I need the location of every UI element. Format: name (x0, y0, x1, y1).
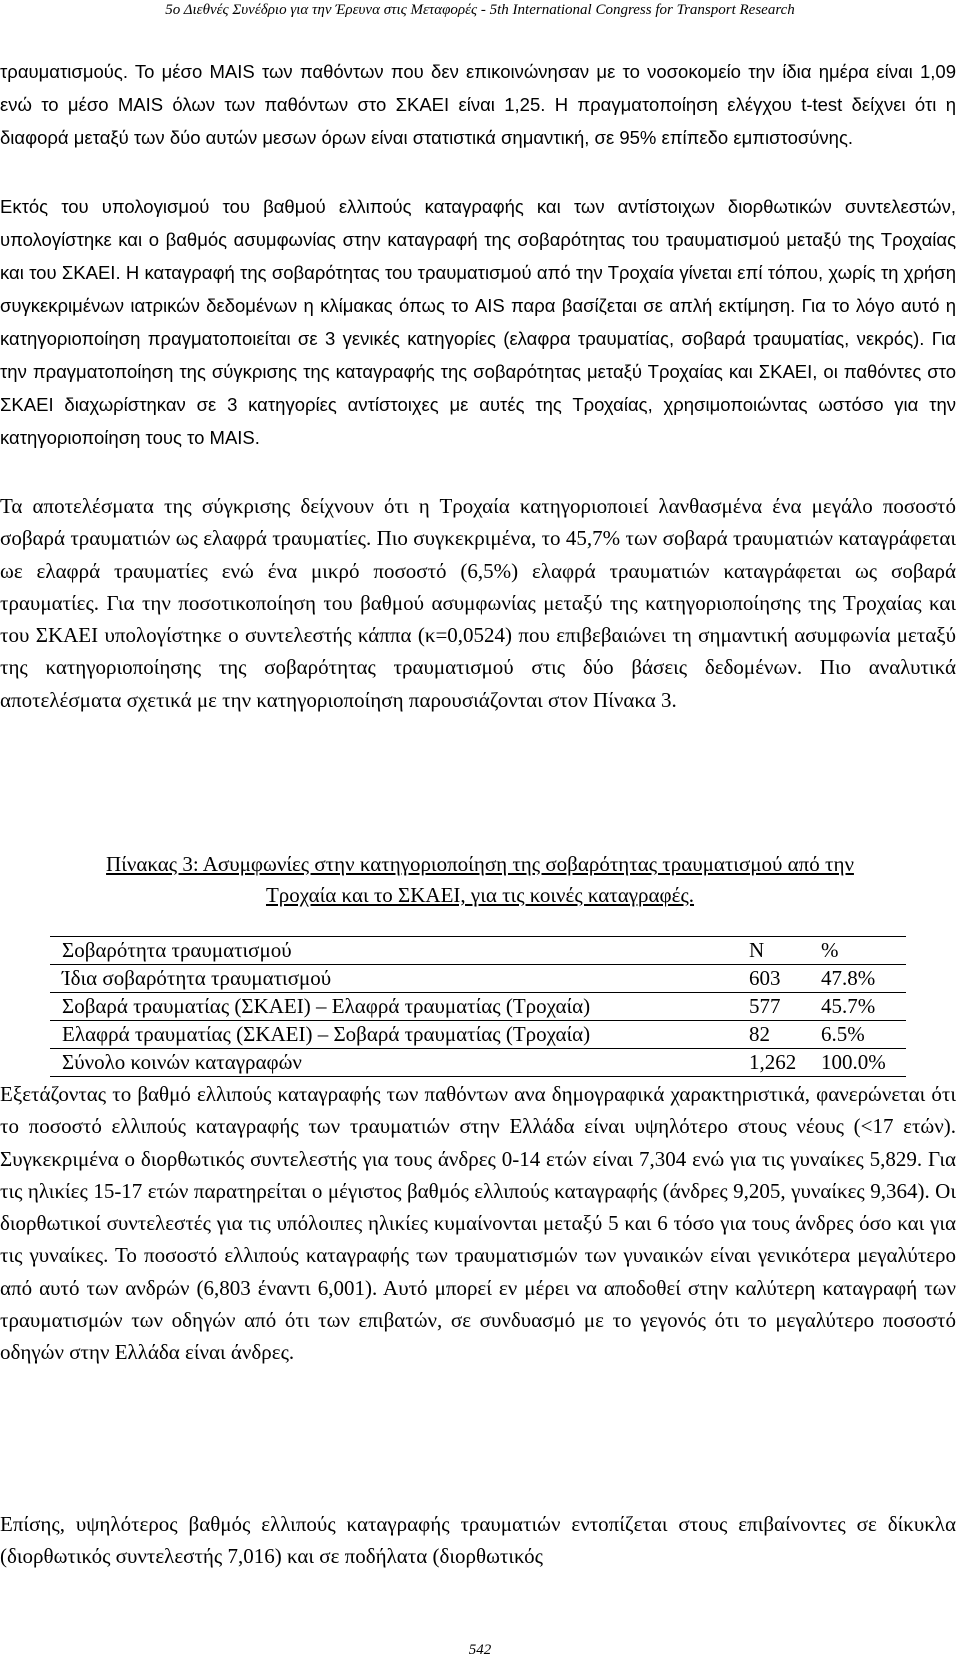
paragraph-mais-ttest: τραυματισμούς. Το μέσο MAIS των παθόντων που δεν επικοινώνησαν με το νοσοκομείο την ίδια ημέρα είναι 1,09 ενώ το μέσο MAIS όλων των παθόντων στο ΣΚΑΕΙ είναι 1,25. Η πραγματοποίηση ελέγχου t-test δείχνει ότι η διαφορά μεταξύ των δύο αυτών μεσων όρων είναι στατιστικά σημαντική, σε 95% επίπεδο εμπιστοσύνης. (0, 61, 956, 148)
row-count: 577 (741, 993, 813, 1021)
total-percent: 100.0% (813, 1049, 906, 1077)
row-percent: 45.7% (813, 993, 906, 1021)
row-label: Ελαφρά τραυματίας (ΣΚΑΕΙ) – Σοβαρά τραυματίας (Τροχαία) (50, 1021, 741, 1049)
row-count: 603 (741, 965, 813, 993)
table-caption-line-1: Πίνακας 3: Ασυμφωνίες στην κατηγοριοποίηση της σοβαρότητας τραυματισμού από την (106, 852, 854, 876)
table-caption-line-2: Τροχαία και το ΣΚΑΕΙ, για τις κοινές καταγραφές. (265, 883, 695, 907)
paragraph-two-wheelers: Επίσης, υψηλότερος βαθμός ελλιπούς καταγραφής τραυματιών εντοπίζεται στους επιβαίνοντες σε δίκυκλα (διορθωτικός συντελεστής 7,016) και σε ποδήλατα (διορθωτικός (0, 1512, 956, 1569)
row-label: Σοβαρά τραυματίας (ΣΚΑΕΙ) – Ελαφρά τραυματίας (Τροχαία) (50, 993, 741, 1021)
row-percent: 47.8% (813, 965, 906, 993)
table-total-row (50, 1049, 906, 1077)
running-header: 5ο Διεθνές Συνέδριο για την Έρευνα στις Μεταφορές - 5th International Congress for Transport Research (165, 2, 795, 18)
header-n: N (741, 937, 813, 965)
page-number: 542 (468, 1642, 492, 1658)
paragraph-demographics: Εξετάζοντας το βαθμό ελλιπούς καταγραφής των παθόντων ανα δημογραφικά χαρακτηριστικά, φανερώνεται ότι το ποσοστό ελλιπούς καταγραφής των τραυματιών στην Ελλάδα είναι υψηλότερο στους νέους (<17 ετών). Συγκεκριμένα ο διορθωτικός συντελεστής για τους άνδρες 0-14 ετών είναι 7,304 ενώ για τις γυναίκες 5,829. Για τις ηλικίες 15-17 ετών παρατηρείται ο μέγιστος βαθμός ελλιπούς καταγραφής (άνδρες 9,205, γυναίκες 9,364). Οι διορθωτικοί συντελεστές για τις υπόλοιπες ηλικίες κυμαίνονται μεταξύ 5 και 6 τόσο για τους άνδρες όσο και για τις γυναίκες. Το ποσοστό ελλιπούς καταγραφής των τραυματισμών των γυναικών είναι γενικότερα μεγαλύτερο από αυτό των ανδρών (6,803 έναντι 6,001). Αυτό μπορεί εν μέρει να αποδοθεί στην καλύτερη καταγραφή των τραυματισμών των οδηγών από ότι των επιβατών, σε συνδυασμό με το γεγονός ότι το μεγαλύτερο ποσοστό οδηγών στην Ελλάδα είναι άνδρες. (0, 1082, 956, 1365)
table-row (50, 993, 906, 1021)
header-percent: % (813, 937, 906, 965)
row-percent: 6.5% (813, 1021, 906, 1049)
table-caption (0, 849, 960, 911)
severity-disagreement-table (50, 936, 906, 1077)
header-severity: Σοβαρότητα τραυματισμού (50, 937, 741, 965)
row-label: Ίδια σοβαρότητα τραυματισμού (50, 965, 741, 993)
total-label: Σύνολο κοινών καταγραφών (50, 1049, 741, 1077)
paragraph-disagreement-method: Εκτός του υπολογισμού του βαθμού ελλιπούς καταγραφής και των αντίστοιχων διορθωτικών συντελεστών, υπολογίστηκε και ο βαθμός ασυμφωνίας στην καταγραφή της σοβαρότητας του τραυματισμού μεταξύ της Τροχαίας και του ΣΚΑΕΙ. Η καταγραφή της σοβαρότητας του τραυματισμού από την Τροχαία γίνεται επί τόπου, χωρίς τη χρήση συγκεκριμένων ιατρικών δεδομένων η κλίμακας όπως το AIS παρα βασίζεται σε απλή εκτίμηση. Για το λόγο αυτό η κατηγοριοποίηση πραγματοποιείται σε 3 γενικές κατηγορίες (ελαφρα τραυματίας, σοβαρά τραυματίας, νεκρός). Για την πραγματοποίηση της σύγκρισης της καταγραφής της σοβαρότητας μεταξύ Τροχαίας και ΣΚΑΕΙ, οι παθόντες στο ΣΚΑΕΙ διαχωρίστηκαν σε 3 κατηγορίες αντίστοιχες με αυτές της Τροχαίας, χρησιμοποιώντας ωστόσο για την κατηγοριοποίηση τους το MAIS. (0, 196, 956, 448)
table-row (50, 1021, 906, 1049)
table-row (50, 965, 906, 993)
total-count: 1,262 (741, 1049, 813, 1077)
paragraph-comparison-results: Τα αποτελέσματα της σύγκρισης δείχνουν ότι η Τροχαία κατηγοριοποιεί λανθασμένα ένα μεγάλο ποσοστό σοβαρά τραυματιών ως ελαφρά τραυματίες. Πιο συγκεκριμένα, το 45,7% των σοβαρά τραυματιών καταγράφεται ωε ελαφρά τραυματίες ενώ ένα μικρό ποσοστό (6,5%) ελαφρά τραυματιών καταγράφεται ως σοβαρά τραυματίες. Για την ποσοτικοποίηση του βαθμού ασυμφωνίας μεταξύ της κατηγοριοποίησης της Τροχαίας και του ΣΚΑΕΙ υπολογίστηκε ο συντελεστής κάππα (κ=0,0524) που επιβεβαιώνει τη σημαντική ασυμφωνία μεταξύ της κατηγοριοποίησης της σοβαρότητας τραυματισμού στις δύο βάσεις δεδομένων. Πιο αναλυτικά αποτελέσματα σχετικά με την κατηγοριοποίηση παρουσιάζονται στον Πίνακα 3. (0, 494, 956, 712)
row-count: 82 (741, 1021, 813, 1049)
table-header-row (50, 937, 906, 965)
